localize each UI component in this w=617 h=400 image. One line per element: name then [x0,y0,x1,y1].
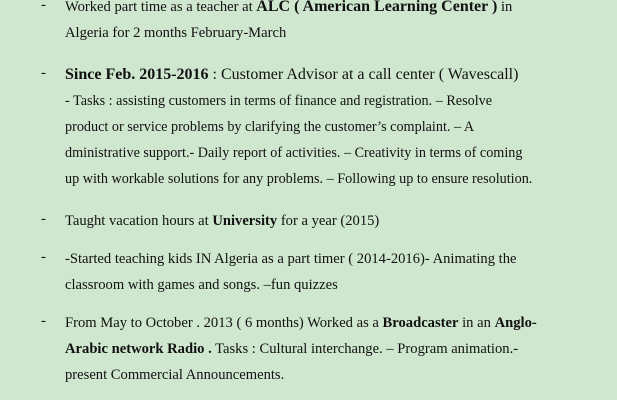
experience-line [65,310,585,336]
experience-text [65,310,585,388]
text-span: From May to October . 2013 ( 6 months) Worked as a [65,315,383,331]
text-span: Tasks : Cultural interchange. – Program animation.- [211,341,519,357]
org-name: University [212,213,278,229]
text-span: Taught vacation hours at [65,213,213,229]
list-bullet: - [41,313,46,329]
experience-text [65,208,585,234]
experience-line: Algeria for 2 months February-March [65,25,287,41]
date-range: Since Feb. 2015-2016 [65,66,209,83]
experience-line [65,336,585,362]
text-span: for a year (2015) [277,213,380,229]
experience-heading [65,62,585,88]
text-span: in an [458,315,495,331]
text-span: Worked part time as a teacher at [65,0,257,15]
task-line: up with workable solutions for any problems. – Following up to ensure resolution. [65,171,533,187]
org-name: Anglo- [494,315,537,331]
experience-text [65,0,585,46]
experience-line: present Commercial Announcements. [65,367,285,383]
job-title: Broadcaster [382,315,459,331]
task-line: product or service problems by clarifying the customer’s complaint. – A [65,119,475,135]
task-line: dministrative support.- Daily report of activities. – Creativity in terms of coming [65,145,523,161]
org-name: ALC ( American Learning Center ) [256,0,498,15]
experience-line: -Started teaching kids IN Algeria as a part timer ( 2014-2016)- Animating the [65,251,517,267]
text-span: : Customer Advisor at a call center ( Wavescall) [208,66,519,83]
task-line: - Tasks : assisting customers in terms of finance and registration. – Resolve [65,93,493,109]
text-span: in [497,0,513,15]
list-bullet: - [41,0,46,13]
experience-text [65,62,585,192]
list-bullet: - [41,211,46,227]
experience-text [65,246,585,298]
experience-line [65,208,585,234]
list-bullet: - [41,249,46,265]
list-bullet: - [41,65,46,81]
experience-line [65,0,585,20]
org-name: Arabic network Radio . [65,341,212,357]
experience-line: classroom with games and songs. –fun quizzes [65,277,338,293]
